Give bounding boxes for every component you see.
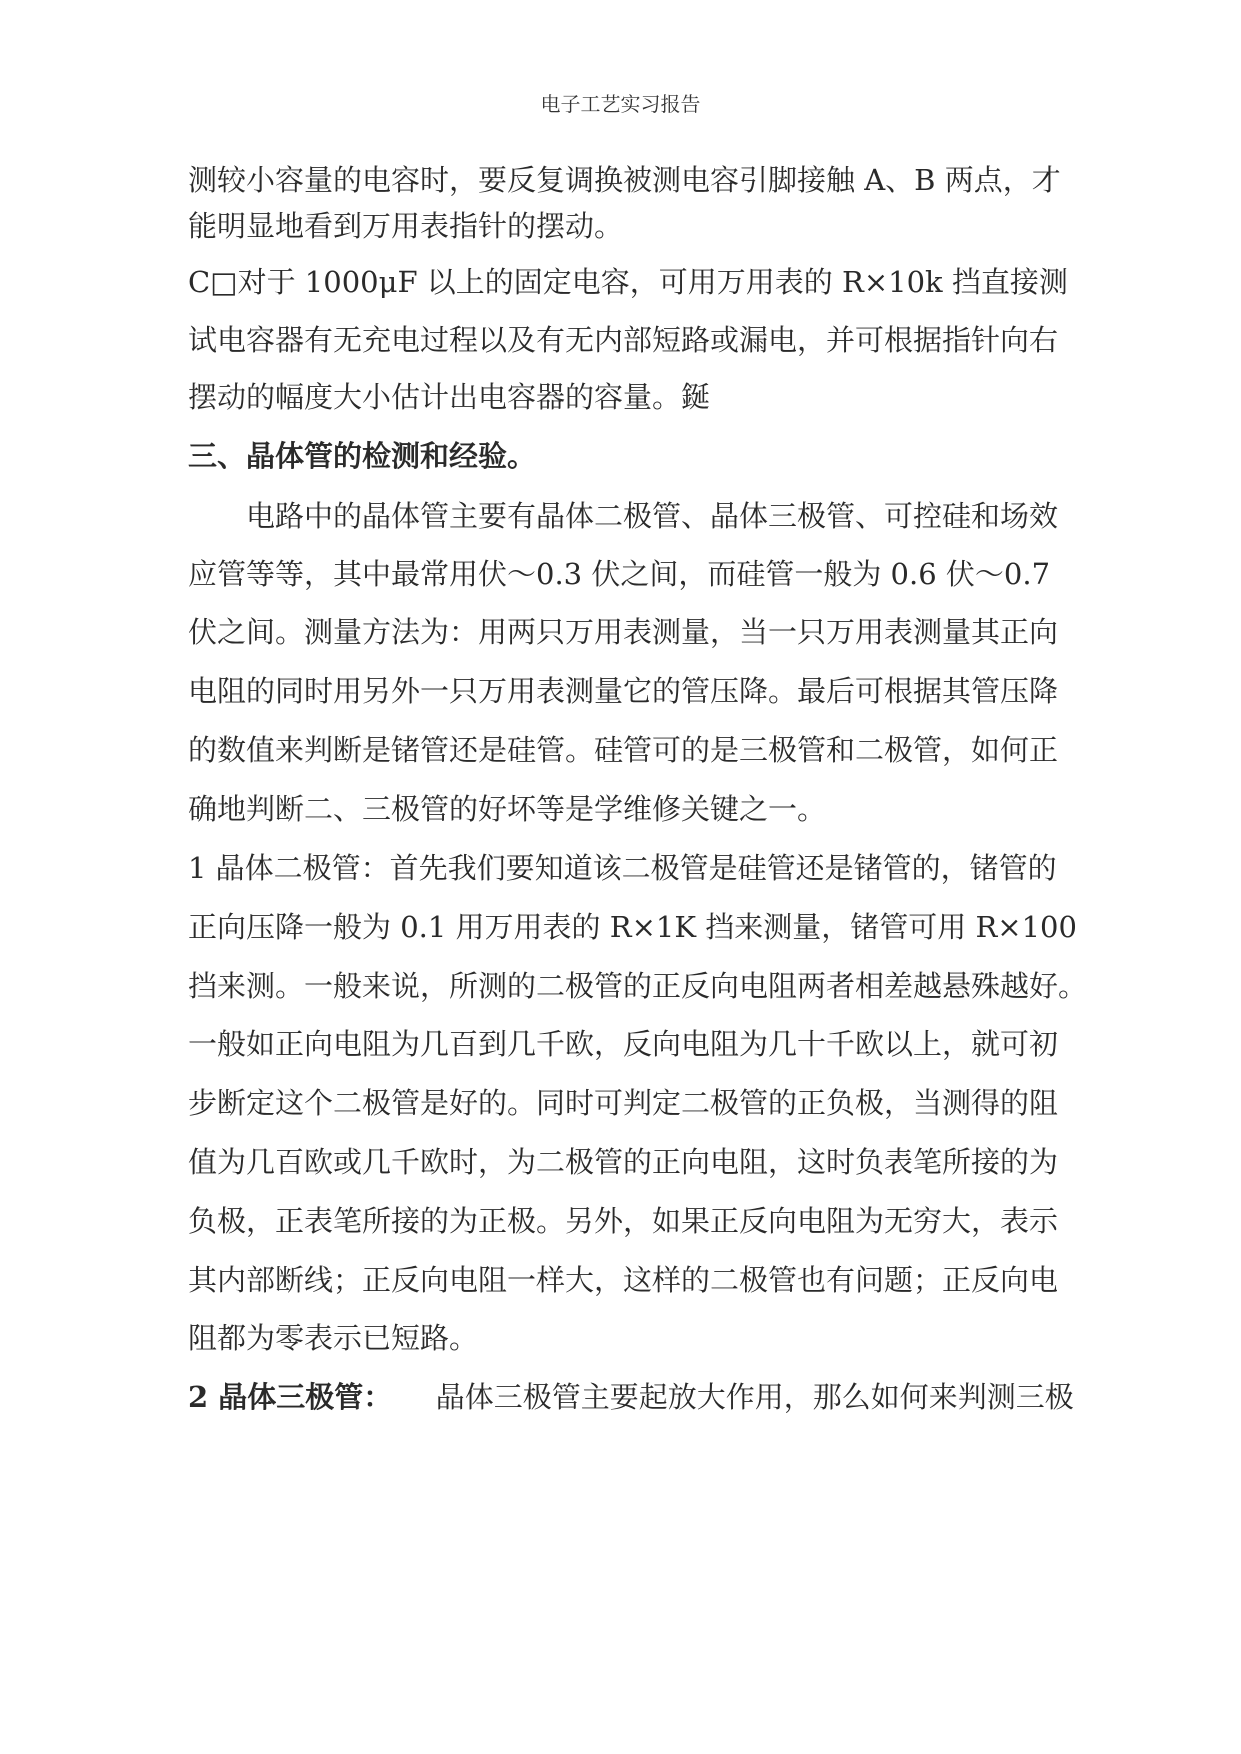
paragraph-line: 应管等等，其中最常用伏～0.3 伏之间，而硅管一般为 0.6 伏～0.7: [188, 557, 1051, 591]
paragraph-line: 测较小容量的电容时，要反复调换被测电容引脚接触 A、B 两点，才: [188, 163, 1061, 197]
paragraph-line: 负极，正表笔所接的为正极。另外，如果正反向电阻为无穷大，表示: [188, 1204, 1059, 1238]
paragraph-line: 阻都为零表示已短路。: [188, 1321, 479, 1355]
paragraph-line: 正向压降一般为 0.1 用万用表的 R×1K 挡来测量，锗管可用 R×100: [188, 910, 1077, 944]
paragraph-line: 确地判断二、三极管的好坏等是学维修关键之一。: [188, 792, 827, 826]
paragraph-line: C□对于 1000μF 以上的固定电容，可用万用表的 R×10k 挡直接测: [188, 265, 1068, 299]
paragraph-line: 的数值来判断是锗管还是硅管。硅管可的是三极管和二极管，如何正: [188, 733, 1059, 767]
paragraph-line: 电阻的同时用另外一只万用表测量它的管压降。最后可根据其管压降: [188, 674, 1059, 708]
subsection-text: 晶体三极管主要起放大作用，那么如何来判测三极: [377, 1380, 1074, 1414]
paragraph-line: 步断定这个二极管是好的。同时可判定二极管的正负极，当测得的阻: [188, 1086, 1059, 1120]
paragraph-line: 1 晶体二极管：首先我们要知道该二极管是硅管还是锗管的，锗管的: [188, 851, 1057, 885]
section-heading: 三、晶体管的检测和经验。: [188, 439, 537, 473]
paragraph-line: 能明显地看到万用表指针的摆动。: [188, 209, 624, 243]
paragraph-line: 值为几百欧或几千欧时，为二极管的正向电阻，这时负表笔所接的为: [188, 1145, 1059, 1179]
subsection-label: 2 晶体三极管：: [188, 1380, 378, 1414]
paragraph-line: 电路中的晶体管主要有晶体二极管、晶体三极管、可控硅和场效: [188, 499, 1059, 533]
paragraph-line: 试电容器有无充电过程以及有无内部短路或漏电，并可根据指针向右: [188, 323, 1059, 357]
paragraph-line: 其内部断线；正反向电阻一样大，这样的二极管也有问题；正反向电: [188, 1263, 1059, 1297]
paragraph-line: 一般如正向电阻为几百到几千欧，反向电阻为几十千欧以上，就可初: [188, 1027, 1059, 1061]
paragraph-line: 摆动的幅度大小估计出电容器的容量。鋋: [188, 380, 711, 414]
paragraph-line: [188, 1377, 1074, 1417]
paragraph-line: 伏之间。测量方法为：用两只万用表测量，当一只万用表测量其正向: [188, 615, 1059, 649]
paragraph-line: 挡来测。一般来说，所测的二极管的正反向电阻两者相差越悬殊越好。: [188, 969, 1088, 1003]
page-header: 电子工艺实习报告: [540, 92, 701, 116]
